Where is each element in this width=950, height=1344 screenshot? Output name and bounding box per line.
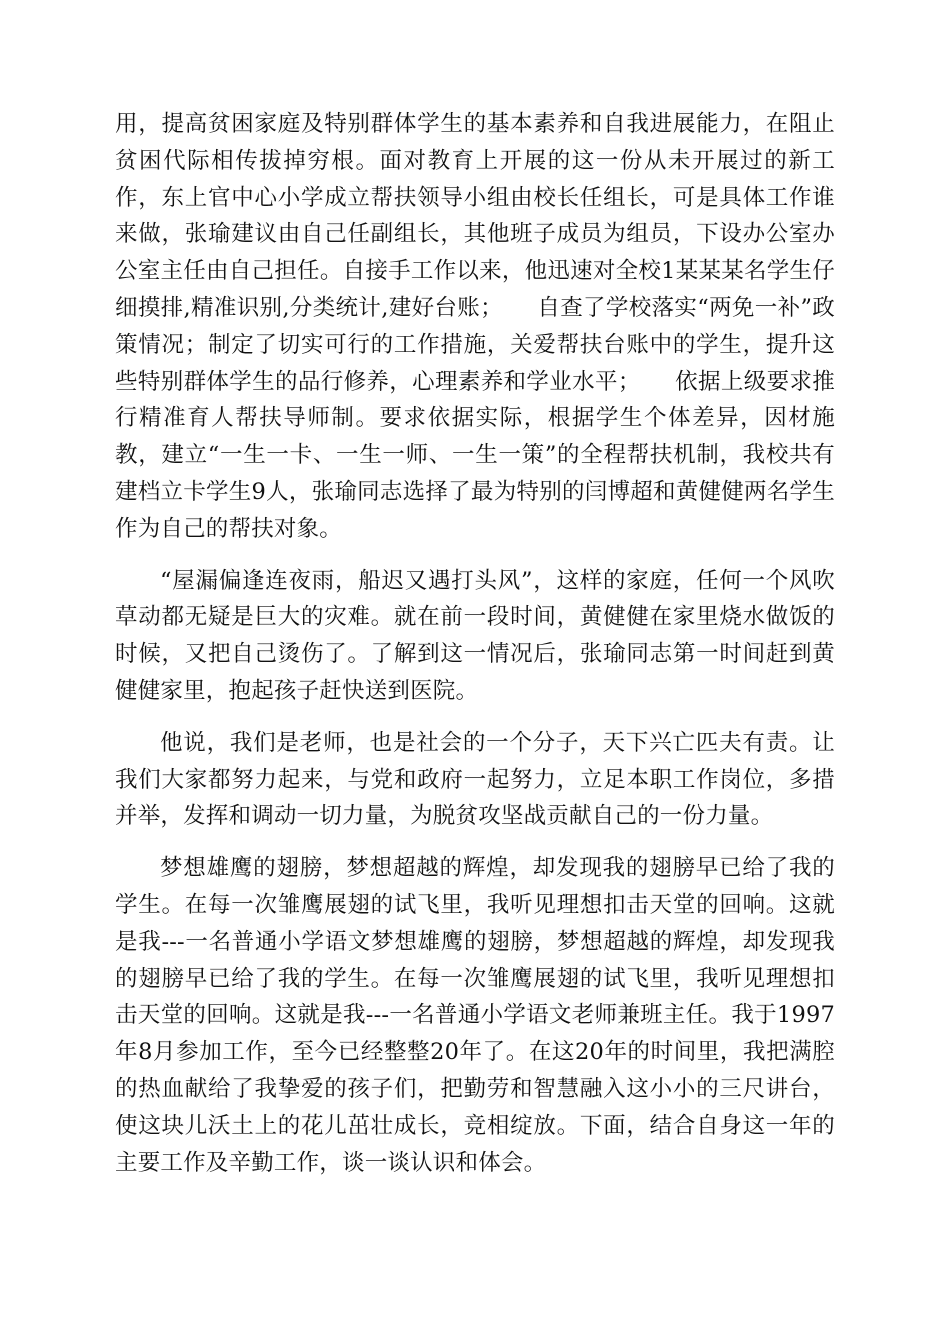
paragraph-4: 梦想雄鹰的翅膀，梦想超越的辉煌，却发现我的翅膀早已给了我的学生。在每一次雏鹰展翅的试飞里，我听见理想扣击天堂的回响。这就是我---一名普通小学语文梦想雄鹰的翅膀，梦想超越的辉煌，却发现我的翅膀早已给了我的学生。在每一次雏鹰展翅的试飞里，我听见理想扣击天堂的回响。这就是我---一名普通小学语文老师兼班主任。我于1997年8月参加工作，至今已经整整20年了。在这20年的时间里，我把满腔的热血献给了我挚爱的孩子们，把勤劳和智慧融入这小小的三尺讲台，使这块儿沃土上的花儿茁壮成长，竞相绽放。下面，结合自身这一年的主要工作及辛勤工作，谈一谈认识和体会。 xyxy=(115,855,835,1176)
paragraph-3: 他说，我们是老师，也是社会的一个分子，天下兴亡匹夫有责。让我们大家都努力起来，与党和政府一起努力，立足本职工作岗位，多措并举，发挥和调动一切力量，为脱贫攻坚战贡献自己的一份力量。 xyxy=(115,729,835,830)
document-body xyxy=(115,106,835,1181)
paragraph-2: “屋漏偏逢连夜雨，船迟又遇打头风”，这样的家庭，任何一个风吹草动都无疑是巨大的灾难。就在前一段时间，黄健健在家里烧水做饭的时候，又把自己烫伤了。了解到这一情况后，张瑜同志第一时间赶到黄健健家里，抱起孩子赶快送到医院。 xyxy=(115,567,835,704)
paragraph-1: 用，提高贫困家庭及特别群体学生的基本素养和自我进展能力，在阻止贫困代际相传拔掉穷根。面对教育上开展的这一份从未开展过的新工作，东上官中心小学成立帮扶领导小组由校长任组长，可是具体工作谁来做，张瑜建议由自己任副组长，其他班子成员为组员，下设办公室办公室主任由自己担任。自接手工作以来，他迅速对全校1某某某名学生仔细摸排,精准识别,分类统计,建好台账； 自查了学校落实“两免一补”政策情况；制定了切实可行的工作措施，关爱帮扶台账中的学生，提升这些特别群体学生的品行修养，心理素养和学业水平； 依据上级要求推行精准育人帮扶导师制。要求依据实际，根据学生个体差异，因材施教，建立“一生一卡、一生一师、一生一策”的全程帮扶机制，我校共有建档立卡学生9人，张瑜同志选择了最为特别的闫博超和黄健健两名学生作为自己的帮扶对象。 xyxy=(115,111,835,542)
